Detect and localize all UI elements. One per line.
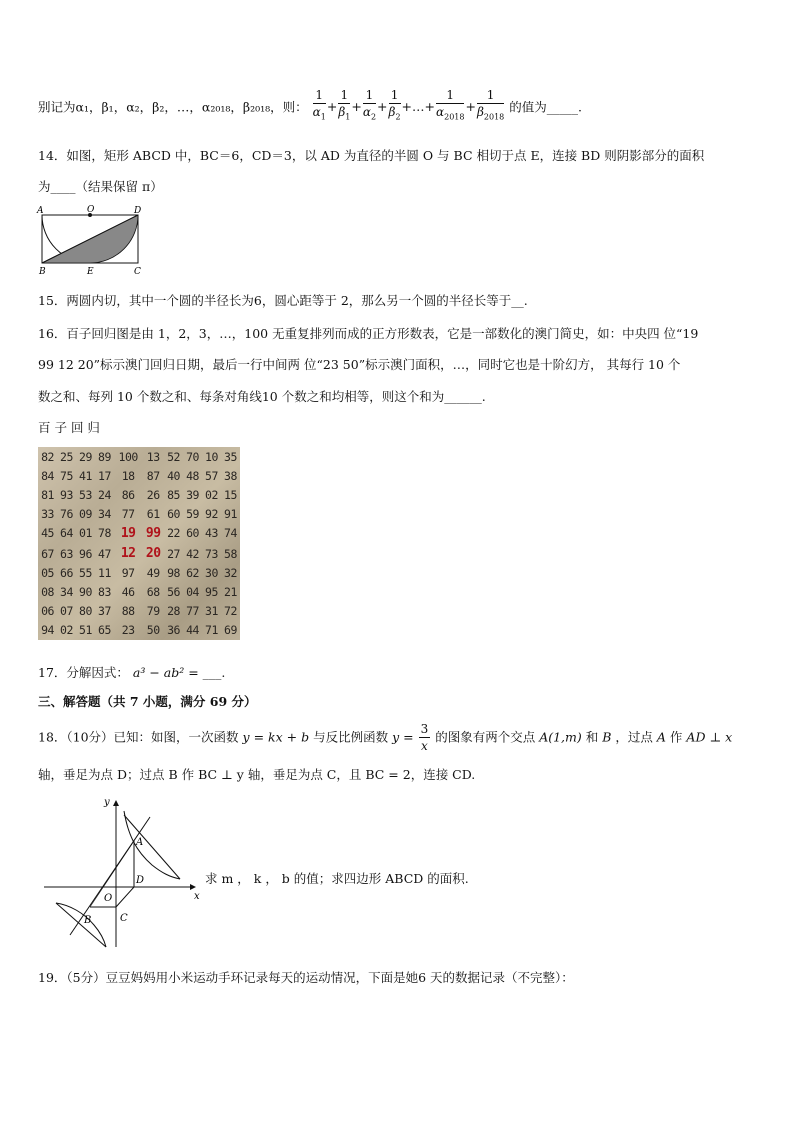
- grid-row: [38, 543, 240, 563]
- segment-cd: [116, 887, 134, 907]
- grid-cell: 78: [98, 526, 111, 541]
- grid-cell: 51: [79, 623, 92, 638]
- grid-cell: 85: [167, 487, 180, 502]
- grid-cell: 45: [41, 526, 54, 541]
- q16-line2: 99 12 20”标示澳门回归日期，最后一行中间两 位“23 50”标示澳门面积，…，同时它也是十阶幻方， 其每行 10 个: [38, 357, 681, 372]
- q13-fraction-sum: [312, 88, 506, 122]
- grid-cell: 17: [98, 468, 111, 483]
- grid-cell: 80: [79, 604, 92, 619]
- fraction-numerator: 1: [389, 88, 401, 104]
- q18-a: A: [656, 729, 666, 745]
- label-o: O: [104, 893, 113, 904]
- label-a: A: [37, 206, 44, 216]
- grid-row: [38, 466, 240, 485]
- grid-cell: 49: [146, 566, 160, 581]
- q16-line1: 16．百子回归图是由 1，2，3，…，100 无重复排列而成的正方形数表，它是一部数化的澳门简史，如：中央四 位“19: [38, 326, 699, 341]
- grid-cell: 46: [121, 585, 135, 600]
- q18-task: 求 m ， k ， b 的值；求四边形 ABCD 的面积.: [205, 871, 469, 886]
- grid-cell: 41: [79, 468, 92, 483]
- grid-cell: 23: [121, 623, 135, 638]
- q18-text-e: ，过点: [615, 729, 653, 745]
- fraction-numerator: 1: [477, 88, 504, 104]
- grid-cell: 88: [121, 604, 135, 619]
- grid-cell: 39: [186, 487, 199, 502]
- grid-cell: 02: [60, 623, 73, 638]
- grid-cell: 69: [224, 623, 237, 638]
- label-e: E: [87, 267, 94, 277]
- grid-cell: 75: [60, 468, 73, 483]
- q18-frac-num: 3: [420, 722, 429, 736]
- grid-row: [38, 564, 240, 583]
- grid-cell: 38: [224, 468, 237, 483]
- grid-cell: 20: [145, 546, 161, 562]
- label-b: B: [39, 267, 46, 277]
- q18-reciprocal-lhs: y =: [392, 729, 414, 745]
- plus-operator: +…+: [401, 99, 435, 115]
- q17-prefix: 17．分解因式：: [38, 665, 129, 680]
- fraction-numerator: 1: [436, 88, 464, 104]
- grid-cell: 93: [60, 487, 73, 502]
- grid-row: [38, 621, 240, 640]
- grid-cell: 12: [120, 546, 136, 562]
- grid-cell: 37: [98, 604, 111, 619]
- grid-cell: 44: [186, 623, 199, 638]
- q18-text-f: 作: [669, 729, 683, 745]
- grid-cell: 43: [205, 526, 218, 541]
- label-y: y: [104, 797, 110, 808]
- label-c: C: [134, 267, 141, 277]
- grid-cell: 67: [41, 546, 54, 561]
- grid-cell: 53: [79, 487, 92, 502]
- q13-sequence-text: 别记为α₁，β₁，α₂，β₂，…，α₂₀₁₈，β₂₀₁₈，则：: [38, 99, 308, 115]
- grid-row: [38, 523, 240, 543]
- label-d: D: [134, 206, 142, 216]
- grid-cell: 84: [41, 468, 54, 483]
- grid-cell: 02: [205, 487, 218, 502]
- grid-cell: 29: [79, 449, 92, 464]
- plus-operator: +: [465, 99, 476, 115]
- plus-operator: +: [351, 99, 362, 115]
- q14-line2: 为____（结果保留 π）: [38, 179, 163, 194]
- grid-cell: 63: [60, 546, 73, 561]
- grid-cell: 60: [186, 526, 199, 541]
- hundred-number-grid-photo: [38, 447, 240, 640]
- grid-cell: 73: [205, 546, 218, 561]
- grid-cell: 09: [79, 506, 92, 521]
- grid-cell: 25: [60, 449, 73, 464]
- grid-row: [38, 583, 240, 602]
- fraction-numerator: 1: [313, 88, 326, 104]
- grid-cell: 89: [98, 449, 111, 464]
- grid-cell: 28: [167, 604, 180, 619]
- grid-cell: 62: [186, 566, 199, 581]
- grid-cell: 96: [79, 546, 92, 561]
- fraction-numerator: 1: [363, 88, 376, 104]
- fraction-numerator: 1: [338, 88, 350, 104]
- fraction-denominator: $\alpha_1$: [312, 105, 326, 122]
- grid-cell: 33: [41, 506, 54, 521]
- label-c: C: [120, 913, 128, 924]
- grid-cell: 24: [98, 487, 111, 502]
- grid-cell: 59: [186, 506, 199, 521]
- grid-cell: 65: [98, 623, 111, 638]
- fraction-term: [477, 88, 504, 125]
- fraction-term: [313, 88, 326, 125]
- q18-line2: 轴，垂足为点 D；过点 B 作 BC ⊥ y 轴，垂足为点 C，且 BC = 2，连接 CD.: [38, 767, 476, 782]
- label-d: D: [136, 875, 145, 886]
- grid-cell: 35: [224, 449, 237, 464]
- grid-cell: 36: [167, 623, 180, 638]
- q18-text-b: 与反比例函数: [313, 729, 389, 745]
- fraction-term: [363, 88, 376, 125]
- q13-suffix: 的值为_____.: [509, 99, 582, 115]
- magic-square-table: [38, 447, 240, 640]
- grid-cell: 58: [224, 546, 237, 561]
- grid-cell: 76: [60, 506, 73, 521]
- grid-cell: 15: [224, 487, 237, 502]
- plus-operator: +: [377, 99, 388, 115]
- grid-cell: 55: [79, 566, 92, 581]
- q18-point-a: A(1,m): [539, 729, 582, 745]
- q13-tail-line: [38, 88, 582, 125]
- grid-cell: 56: [167, 585, 180, 600]
- grid-cell: 97: [121, 566, 135, 581]
- grid-cell: 100: [118, 449, 138, 464]
- grid-cell: 47: [98, 546, 111, 561]
- label-a: A: [136, 837, 144, 848]
- fraction-term: [436, 88, 464, 125]
- grid-cell: 82: [41, 449, 54, 464]
- grid-row: [38, 504, 240, 523]
- q17-line: [38, 663, 225, 681]
- grid-cell: 32: [224, 566, 237, 581]
- q18-frac-den: x: [420, 739, 428, 753]
- q19-text: 19．（5分）豆豆妈妈用小米运动手环记录每天的运动情况，下面是她6 天的数据记录（不完整）：: [38, 970, 574, 985]
- q18-point-b: B: [602, 729, 612, 745]
- q16-line3: 数之和、每列 10 个数之和、每条对角线10 个数之和均相等，则这个和为______.: [38, 389, 486, 404]
- grid-cell: 01: [79, 526, 92, 541]
- fraction-denominator: $\beta_1$: [338, 105, 351, 122]
- grid-cell: 30: [205, 566, 218, 581]
- grid-cell: 83: [98, 585, 111, 600]
- q17-expression: a³ − ab² =: [132, 665, 199, 680]
- grid-cell: 64: [60, 526, 73, 541]
- grid-row: [38, 485, 240, 504]
- grid-cell: 77: [186, 604, 199, 619]
- grid-cell: 98: [167, 566, 180, 581]
- grid-cell: 13: [146, 449, 160, 464]
- fraction-denominator: $\beta_{2018}$: [476, 105, 505, 122]
- grid-cell: 34: [98, 506, 111, 521]
- q18-perp: AD ⊥ x: [686, 729, 733, 745]
- grid-cell: 61: [146, 506, 160, 521]
- grid-cell: 79: [146, 604, 160, 619]
- grid-cell: 92: [205, 506, 218, 521]
- grid-cell: 94: [41, 623, 54, 638]
- grid-cell: 74: [224, 526, 237, 541]
- fraction-denominator: $\beta_2$: [388, 105, 401, 122]
- grid-cell: 26: [146, 487, 160, 502]
- q15-text: 15．两圆内切，其中一个圆的半径长为6，圆心距等于 2，那么另一个圆的半径长等于__.: [38, 293, 528, 308]
- grid-cell: 31: [205, 604, 218, 619]
- fraction-term: [338, 88, 350, 125]
- grid-cell: 27: [167, 546, 180, 561]
- triangle-edge-right: [124, 815, 180, 879]
- section-3-heading: 三、解答题（共 7 小题，满分 69 分）: [38, 694, 257, 709]
- grid-cell: 87: [146, 468, 160, 483]
- grid-cell: 05: [41, 566, 54, 581]
- q18-text-a: 18．（10分）已知：如图，一次函数: [38, 729, 239, 745]
- grid-cell: 72: [224, 604, 237, 619]
- grid-cell: 18: [121, 468, 135, 483]
- grid-cell: 68: [146, 585, 160, 600]
- grid-cell: 19: [120, 525, 136, 541]
- plus-operator: +: [326, 99, 338, 115]
- grid-cell: 42: [186, 546, 199, 561]
- q14-line1: 14．如图，矩形 ABCD 中，BC＝6，CD＝3，以 AD 为直径的半圆 O 与 BC 相切于点 E，连接 BD 则阴影部分的面积: [38, 148, 705, 163]
- grid-cell: 07: [60, 604, 73, 619]
- grid-cell: 10: [205, 449, 218, 464]
- label-b: B: [84, 915, 92, 926]
- grid-cell: 86: [121, 487, 135, 502]
- grid-cell: 90: [79, 585, 92, 600]
- q16-caption: 百 子 回 归: [38, 420, 100, 435]
- q18-text-d: 和: [585, 729, 599, 745]
- grid-cell: 71: [205, 623, 218, 638]
- fraction-denominator: $\alpha_2$: [362, 105, 377, 122]
- fraction-denominator: $\alpha_{2018}$: [436, 105, 465, 122]
- grid-cell: 95: [205, 585, 218, 600]
- grid-cell: 70: [186, 449, 199, 464]
- grid-cell: 52: [167, 449, 180, 464]
- grid-cell: 60: [167, 506, 180, 521]
- grid-cell: 91: [224, 506, 237, 521]
- grid-cell: 57: [205, 468, 218, 483]
- q14-figure: [36, 203, 148, 279]
- grid-cell: 04: [186, 585, 199, 600]
- grid-cell: 66: [60, 566, 73, 581]
- label-o: O: [87, 205, 95, 215]
- grid-cell: 11: [98, 566, 111, 581]
- grid-cell: 81: [41, 487, 54, 502]
- q18-reciprocal-fraction: [419, 722, 431, 754]
- grid-cell: 77: [121, 506, 135, 521]
- q18-linear-function: y = kx + b: [242, 729, 310, 745]
- grid-cell: 48: [186, 468, 199, 483]
- grid-cell: 22: [167, 526, 180, 541]
- q18-text-c: 的图象有两个交点: [435, 729, 536, 745]
- grid-cell: 40: [167, 468, 180, 483]
- grid-cell: 99: [145, 525, 161, 541]
- grid-row: [38, 602, 240, 621]
- q18-line1: [38, 722, 732, 754]
- grid-cell: 21: [224, 585, 237, 600]
- grid-cell: 34: [60, 585, 73, 600]
- grid-row: [38, 447, 240, 466]
- q17-suffix: ___.: [202, 665, 226, 680]
- label-x: x: [194, 891, 200, 902]
- triangle-edge-left: [56, 903, 106, 947]
- grid-cell: 06: [41, 604, 54, 619]
- q18-figure: [40, 795, 205, 955]
- grid-cell: 08: [41, 585, 54, 600]
- grid-cell: 50: [146, 623, 160, 638]
- fraction-term: [389, 88, 401, 125]
